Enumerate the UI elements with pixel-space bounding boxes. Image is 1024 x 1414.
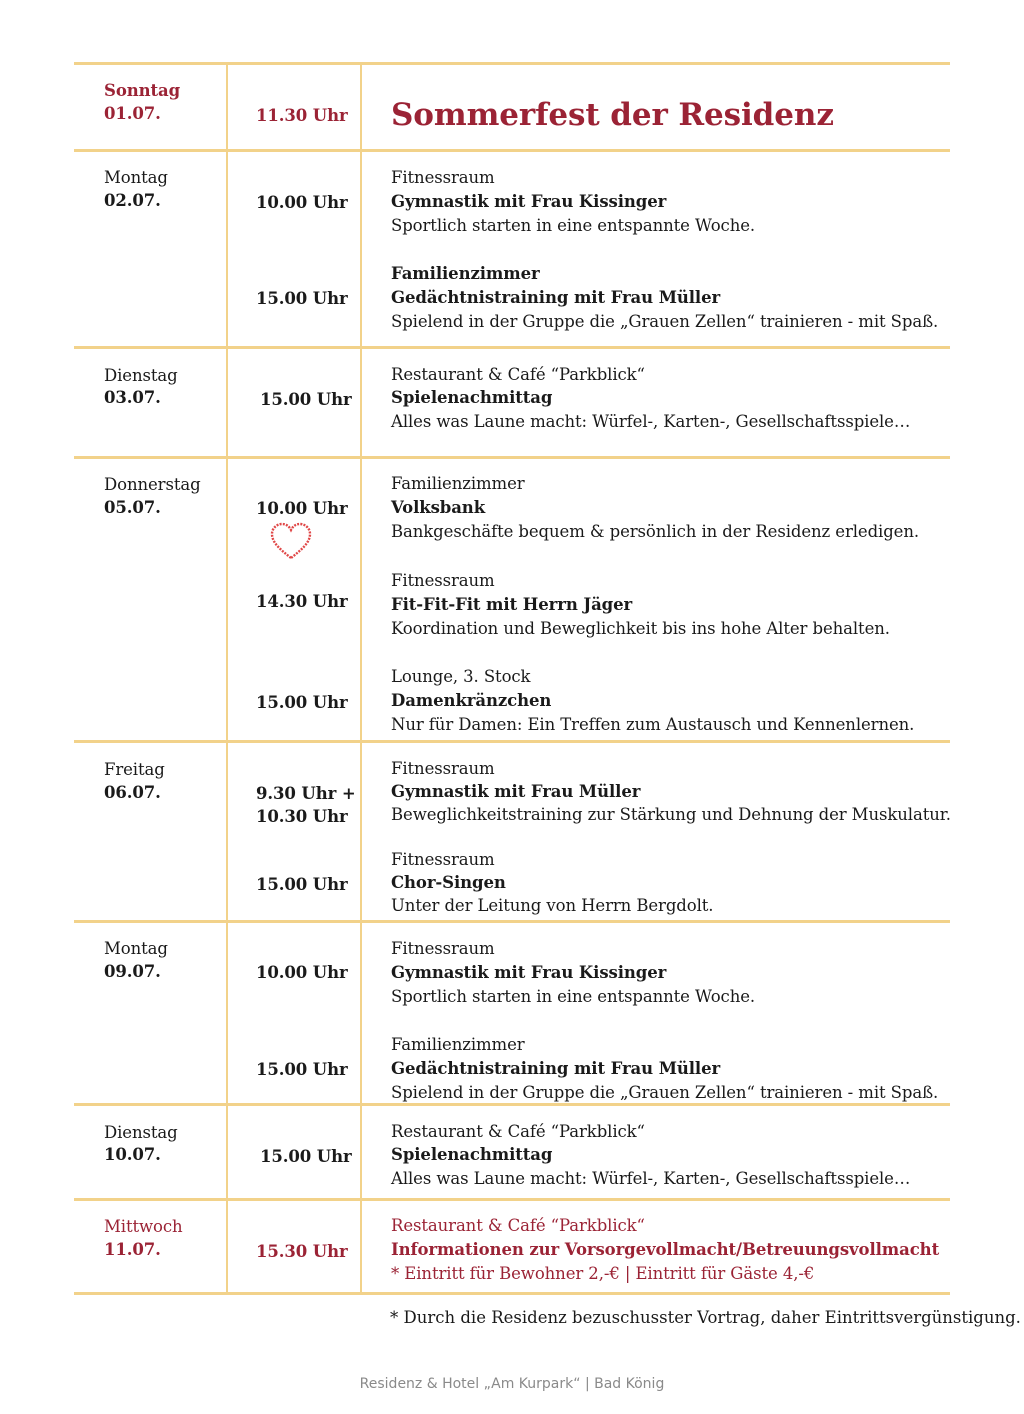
event-time: 10.00 Uhr [256, 963, 348, 982]
event-title: Fit-Fit-Fit mit Herrn Jäger [391, 595, 633, 614]
day-label: Dienstag [104, 366, 178, 385]
row-divider [74, 346, 950, 349]
event-location: Fitnessraum [391, 939, 495, 958]
date-label: 09.07. [104, 962, 161, 981]
event-time: 15.00 Uhr [256, 1060, 348, 1079]
date-label: 02.07. [104, 191, 161, 210]
row-divider [74, 62, 950, 65]
event-title: Gedächtnistraining mit Frau Müller [391, 288, 721, 307]
event-description: Nur für Damen: Ein Treffen zum Austausch und Kennenlernen. [391, 715, 915, 734]
event-location: Familienzimmer [391, 474, 525, 493]
page-footer: Residenz & Hotel „Am Kurpark“ | Bad König [359, 1376, 665, 1392]
day-label: Mittwoch [104, 1217, 183, 1236]
event-description: Sportlich starten in eine entspannte Woche. [391, 987, 756, 1006]
event-description: Bankgeschäfte bequem & persönlich in der Residenz erledigen. [391, 522, 920, 541]
event-location: Fitnessraum [391, 168, 495, 187]
event-location: Fitnessraum [391, 759, 495, 778]
footnote: * Durch die Residenz bezuschusster Vortrag, daher Eintrittsvergünstigung. [390, 1308, 1021, 1327]
event-title: Damenkränzchen [391, 691, 552, 710]
event-description: Spielend in der Gruppe die „Grauen Zellen“ trainieren - mit Spaß. [391, 312, 939, 331]
row-divider [74, 456, 950, 459]
event-description: Koordination und Beweglichkeit bis ins hohe Alter behalten. [391, 619, 890, 638]
event-description: Spielend in der Gruppe die „Grauen Zellen“ trainieren - mit Spaß. [391, 1083, 939, 1102]
event-time: 11.30 Uhr [256, 106, 348, 125]
heart-outline-icon [269, 522, 313, 562]
event-description: Alles was Laune macht: Würfel-, Karten-, Gesellschaftsspiele… [391, 412, 911, 431]
day-label: Montag [104, 939, 168, 958]
event-description: Alles was Laune macht: Würfel-, Karten-, Gesellschaftsspiele… [391, 1169, 911, 1188]
day-label: Donnerstag [104, 475, 201, 494]
event-time: 15.30 Uhr [256, 1242, 348, 1261]
day-label: Montag [104, 168, 168, 187]
date-label: 10.07. [104, 1145, 161, 1164]
event-time: 15.00 Uhr [256, 693, 348, 712]
event-location: Restaurant & Café “Parkblick“ [391, 1122, 645, 1141]
event-location: Restaurant & Café “Parkblick“ [391, 1216, 645, 1235]
event-location: Fitnessraum [391, 571, 495, 590]
event-location: Restaurant & Café “Parkblick“ [391, 365, 645, 384]
event-time: 15.00 Uhr [256, 875, 348, 894]
date-label: 01.07. [104, 104, 161, 123]
event-time: 15.00 Uhr [260, 390, 352, 409]
day-label: Freitag [104, 760, 165, 779]
row-divider [74, 1198, 950, 1201]
event-time: 10.00 Uhr [256, 499, 348, 518]
row-divider [74, 740, 950, 743]
date-label: 03.07. [104, 388, 161, 407]
column-divider [360, 62, 362, 1295]
event-title: Volksbank [391, 498, 486, 517]
row-divider [74, 149, 950, 152]
day-label: Sonntag [104, 81, 181, 100]
event-title: Spielenachmittag [391, 388, 553, 407]
event-time-secondary: 10.30 Uhr [256, 807, 348, 826]
date-label: 11.07. [104, 1240, 161, 1259]
column-divider [226, 62, 228, 1295]
event-time: 15.00 Uhr [256, 289, 348, 308]
event-title: Chor-Singen [391, 873, 506, 892]
row-divider [74, 1103, 950, 1106]
event-time: 15.00 Uhr [260, 1147, 352, 1166]
event-description: Unter der Leitung von Herrn Bergdolt. [391, 896, 714, 915]
event-title: Informationen zur Vorsorgevollmacht/Betreuungsvollmacht [391, 1240, 940, 1259]
event-title: Gymnastik mit Frau Müller [391, 782, 641, 801]
event-title: Gymnastik mit Frau Kissinger [391, 963, 667, 982]
event-title: Gymnastik mit Frau Kissinger [391, 192, 667, 211]
event-time: 14.30 Uhr [256, 592, 348, 611]
event-description: * Eintritt für Bewohner 2,-€ | Eintritt für Gäste 4,-€ [391, 1264, 815, 1283]
event-time: 10.00 Uhr [256, 193, 348, 212]
date-label: 06.07. [104, 783, 161, 802]
event-location: Familienzimmer [391, 1035, 525, 1054]
row-divider [74, 920, 950, 923]
event-location: Fitnessraum [391, 850, 495, 869]
event-location: Lounge, 3. Stock [391, 667, 531, 686]
event-title: Gedächtnistraining mit Frau Müller [391, 1059, 721, 1078]
event-title: Sommerfest der Residenz [391, 97, 834, 133]
row-divider [74, 1292, 950, 1295]
event-description: Sportlich starten in eine entspannte Woche. [391, 216, 756, 235]
event-title: Spielenachmittag [391, 1145, 553, 1164]
event-location: Familienzimmer [391, 264, 540, 283]
event-time: 9.30 Uhr + [256, 784, 356, 803]
event-description: Beweglichkeitstraining zur Stärkung und Dehnung der Muskulatur. [391, 805, 951, 824]
day-label: Dienstag [104, 1123, 178, 1142]
date-label: 05.07. [104, 498, 161, 517]
